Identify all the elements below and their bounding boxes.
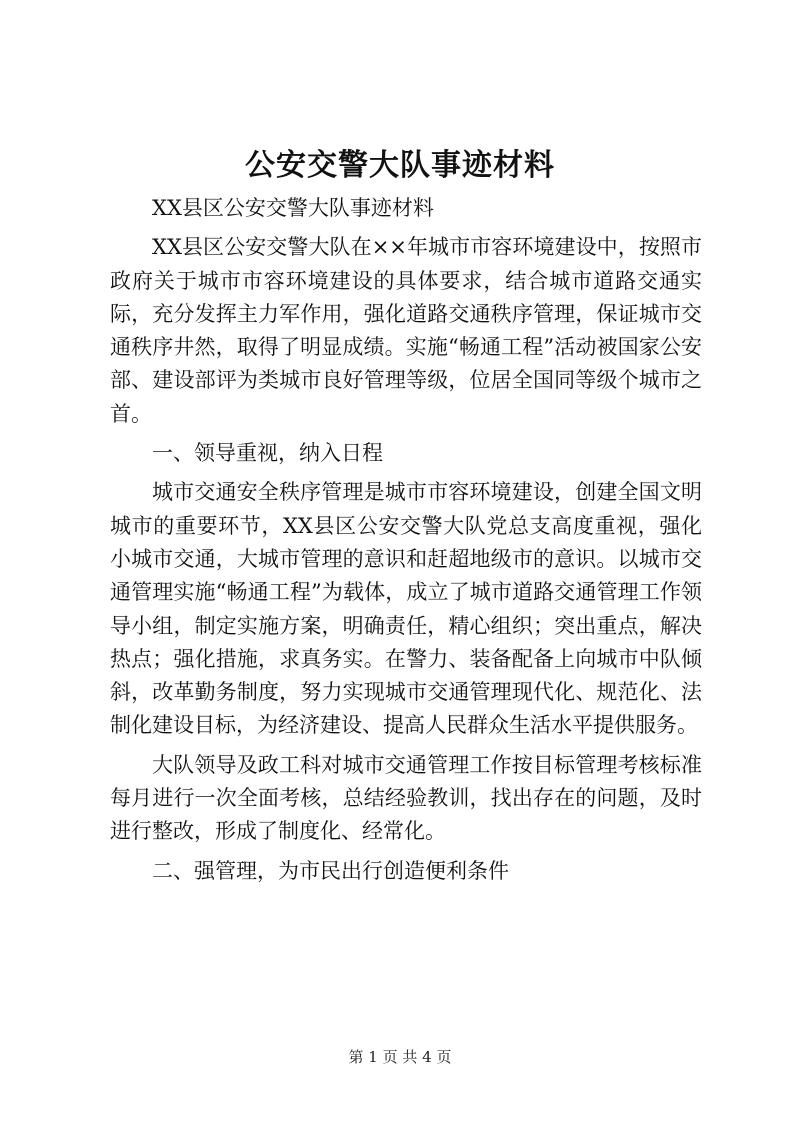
document-subtitle: XX县区公安交警大队事迹材料 bbox=[152, 196, 434, 220]
document-title: 公安交警大队事迹材料 bbox=[245, 148, 555, 183]
page-footer: 第 1 页 共 4 页 bbox=[348, 1048, 452, 1066]
paragraph-section-1: 城市交通安全秩序管理是城市市容环境建设，创建全国文明城市的重要环节，XX县区公安交警大队党总支高度重视，强化小城市交通，大城市管理的意识和赶超地级市的意识。以城市交通管理实施“畅通工程”为载体，成立了城市道路交通管理工作领导小组，制定实施方案，明确责任，精心组织；突出重点，解决热点；强化措施，求真务实。在警力、装备配备上向城市中队倾斜，改革勤务制度，努力实现城市交通管理现代化、规范化、法制化建设目标，为经济建设、提高人民群众生活水平提供服务。 bbox=[110, 480, 702, 738]
document-body bbox=[110, 192, 702, 888]
paragraph-intro: XX县区公安交警大队在××年城市市容环境建设中，按照市政府关于城市市容环境建设的具体要求，结合城市道路交通实际，充分发挥主力军作用，强化道路交通秩序管理，保证城市交通秩序井然，取得了明显成绩。实施“畅通工程”活动被国家公安部、建设部评为类城市良好管理等级，位居全国同等级个城市之首。 bbox=[110, 235, 702, 426]
section-heading-1: 一、领导重视，纳入日程 bbox=[152, 441, 383, 466]
section-heading-2: 二、强管理，为市民出行创造便利条件 bbox=[152, 858, 509, 883]
paragraph-assessment: 大队领导及政工科对城市交通管理工作按目标管理考核标准每月进行一次全面考核，总结经验教训，找出存在的问题，及时进行整改，形成了制度化、经常化。 bbox=[110, 752, 702, 844]
